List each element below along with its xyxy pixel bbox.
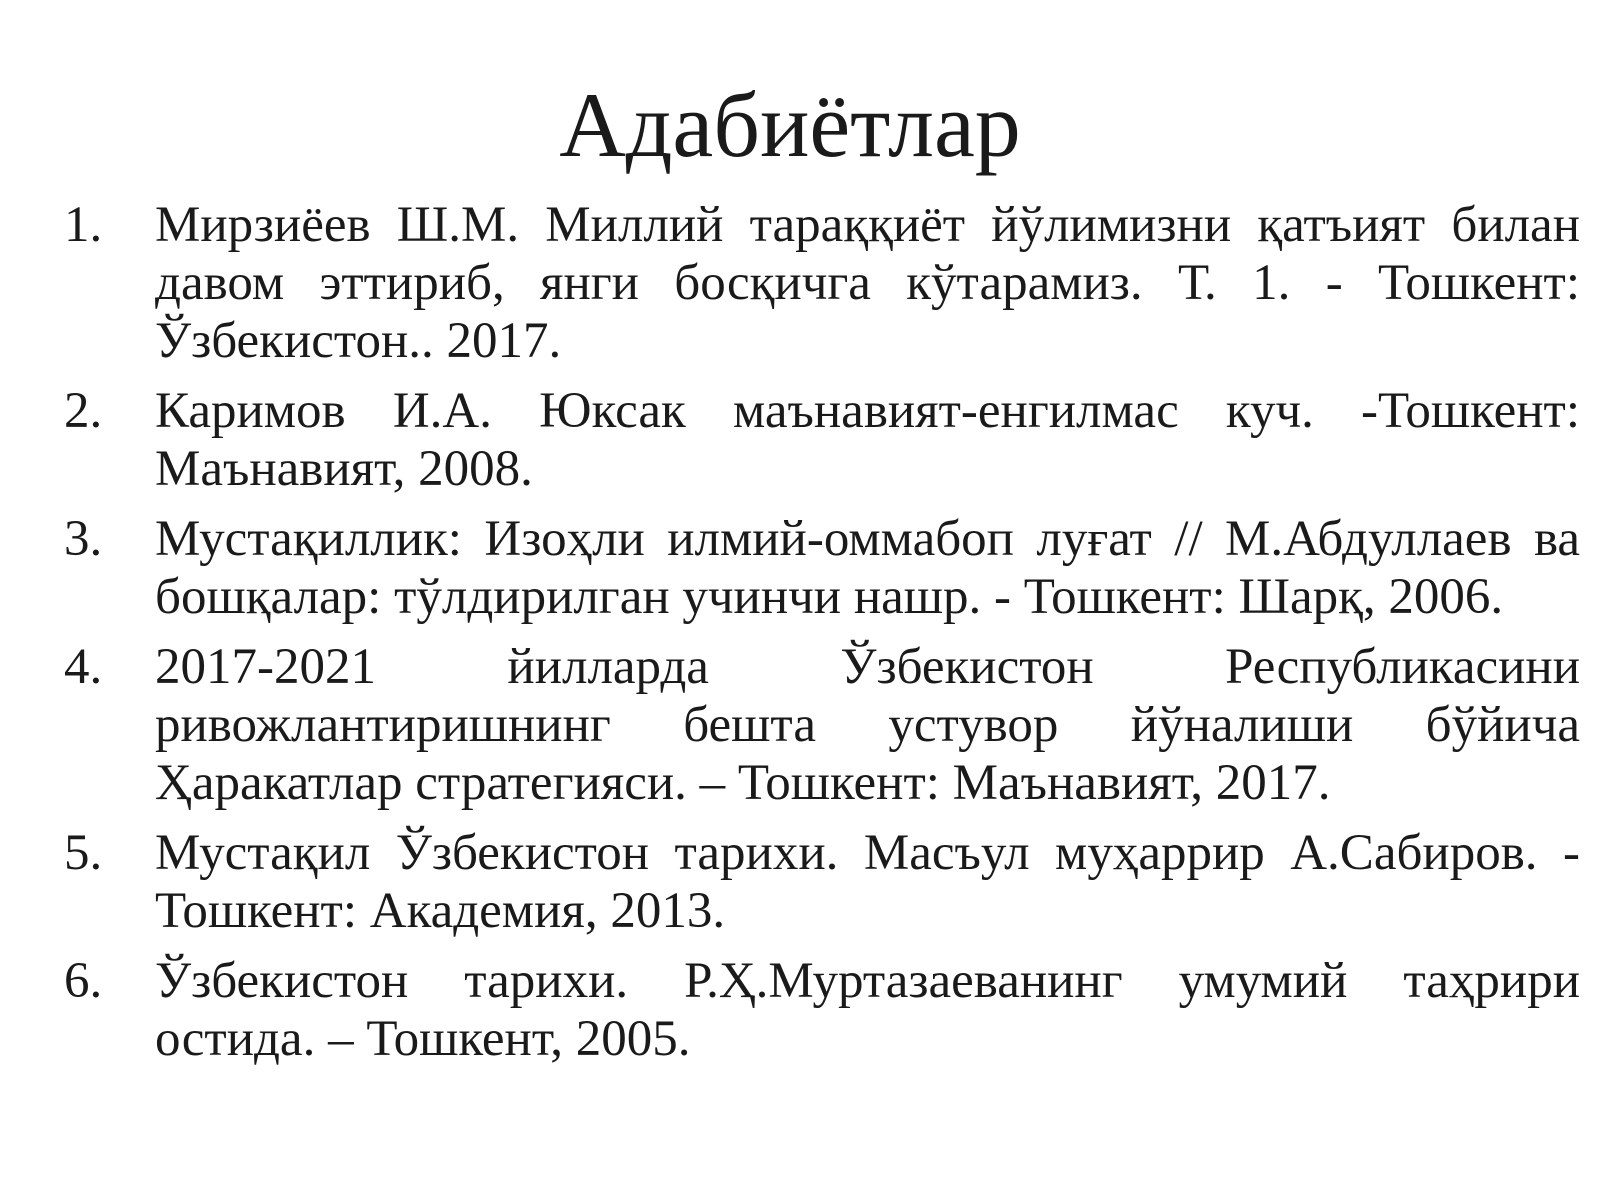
reference-text: Ўзбекистон тарихи. Р.Ҳ.Муртазаеванинг умумий таҳрири остида. – Тошкент, 2005.: [155, 953, 1580, 1067]
reference-item-1: [0, 196, 1600, 370]
reference-text: 2017-2021 йилларда Ўзбекистон Республикасини ривожлантиришнинг бешта устувор йўналиши бўйича Ҳаракатлар стратегияси. – Тошкент: Маънавият, 2017.: [155, 639, 1580, 811]
reference-text: Мирзиёев Ш.М. Миллий тараққиёт йўлимизни қатъият билан давом эттириб, янги босқичга кўтарамиз. Т. 1. - Тошкент: Ўзбекистон.. 2017.: [155, 197, 1580, 369]
reference-number: 3.: [64, 511, 103, 567]
reference-number: 1.: [64, 197, 103, 253]
reference-text: Каримов И.А. Юксак маънавият-енгилмас куч. -Тошкент: Маънавият, 2008.: [155, 383, 1580, 497]
reference-number: 5.: [64, 825, 103, 881]
reference-item-5: [0, 824, 1600, 940]
reference-item-6: [0, 952, 1600, 1068]
reference-item-2: [0, 382, 1600, 498]
reference-text: Мустақиллик: Изоҳли илмий-оммабоп луғат // М.Абдуллаев ва бошқалар: тўлдирилган учинчи нашр. - Тошкент: Шарқ, 2006.: [155, 511, 1580, 625]
slide-title: Адабиётлар: [559, 74, 1021, 176]
reference-number: 4.: [64, 639, 103, 695]
reference-number: 6.: [64, 953, 103, 1009]
reference-text: Мустақил Ўзбекистон тарихи. Масъул муҳаррир А.Сабиров. - Тошкент: Академия, 2013.: [155, 825, 1580, 939]
reference-list: [0, 196, 1600, 1080]
reference-item-3: [0, 510, 1600, 626]
reference-number: 2.: [64, 383, 103, 439]
reference-item-4: [0, 638, 1600, 812]
